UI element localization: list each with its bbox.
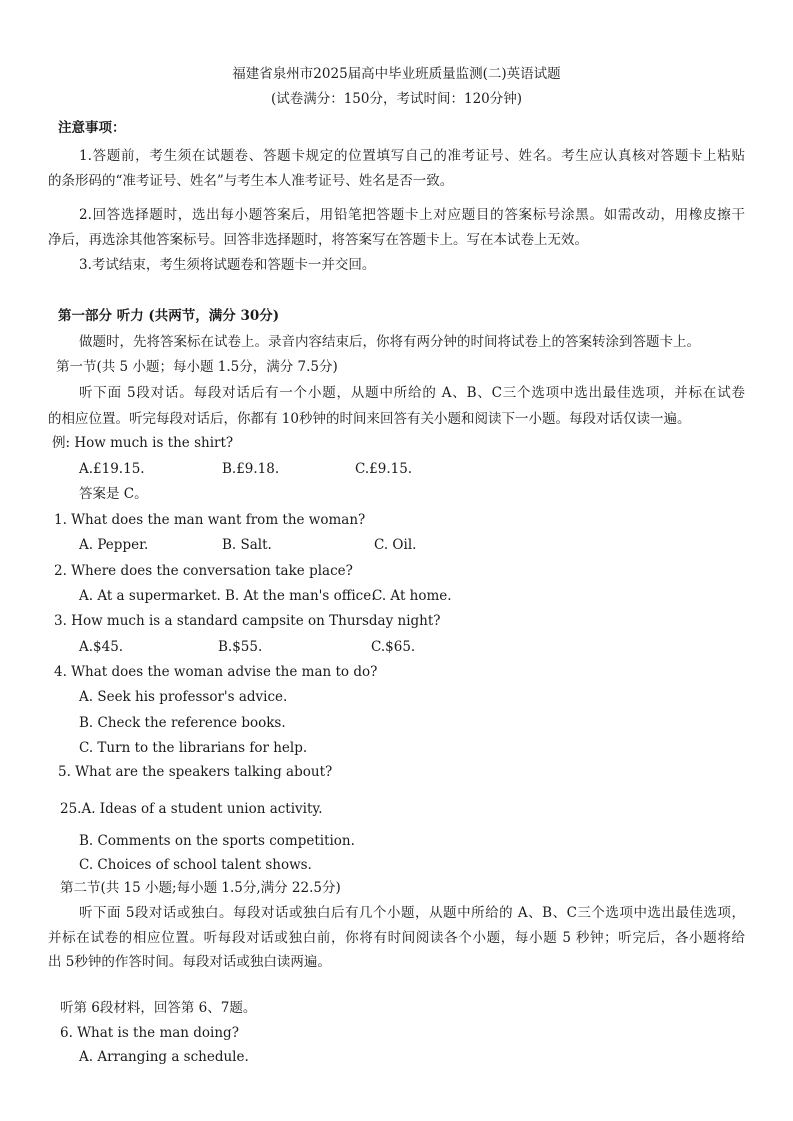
notice-heading: 注意事项： xyxy=(58,120,126,136)
example-question: 例: How much is the shirt? xyxy=(52,435,234,451)
q4-option-b: B. Check the reference books. xyxy=(79,715,286,731)
section2-instr-line3: 出 5秒钟的作答时间。每段对话或独白读两遍。 xyxy=(48,954,331,970)
q5-option-b: B. Comments on the sports competition. xyxy=(79,833,355,849)
notice-p2-line1: 2.回答选择题时，选出每小题答案后，用铅笔把答题卡上对应题目的答案标号涂黑。如需改动，用橡皮擦干 xyxy=(79,207,745,223)
q5-option-c: C. Choices of school talent shows. xyxy=(79,857,312,873)
section1-heading: 第一节(共 5 小题；每小题 1.5分，满分 7.5分) xyxy=(56,359,338,375)
q5-option-a: 25.A. Ideas of a student union activity. xyxy=(60,801,323,817)
q3-option-c: C.$65. xyxy=(371,639,416,655)
q1-option-b: B. Salt. xyxy=(222,537,272,553)
notice-p2-line2: 净后，再选涂其他答案标号。回答非选择题时，将答案写在答题卡上。写在本试卷上无效。 xyxy=(48,232,588,248)
example-answer: 答案是 C。 xyxy=(79,486,148,502)
material6-intro: 听第 6段材料，回答第 6、7题。 xyxy=(60,1000,257,1016)
q2-option-a: A. At a supermarket. xyxy=(79,588,221,604)
q3-option-b: B.$55. xyxy=(218,639,263,655)
q4-question: 4. What does the woman advise the man to do? xyxy=(54,664,378,680)
example-option-b: B.£9.18. xyxy=(222,461,280,477)
q5-question: 5. What are the speakers talking about? xyxy=(58,764,333,780)
q1-option-a: A. Pepper. xyxy=(79,537,149,553)
notice-p1-line2: 的条形码的“准考证号、姓名”与考生本人准考证号、姓名是否一致。 xyxy=(48,173,454,189)
part1-intro: 做题时，先将答案标在试卷上。录音内容结束后，你将有两分钟的时间将试卷上的答案转涂到答题卡上。 xyxy=(79,334,700,350)
notice-p3: 3.考试结束，考生须将试题卷和答题卡一并交回。 xyxy=(79,257,376,273)
q4-option-a: A. Seek his professor's advice. xyxy=(79,689,288,705)
section2-instr-line2: 并标在试卷的相应位置。听每段对话或独白前，你将有时间阅读各个小题，每小题 5 秒钟；听完后，各小题将给 xyxy=(48,930,745,946)
q2-option-b: B. At the man's office. xyxy=(225,588,376,604)
section2-heading: 第二节(共 15 小题;每小题 1.5分,满分 22.5分) xyxy=(60,880,341,896)
q6-question: 6. What is the man doing? xyxy=(60,1025,239,1041)
exam-subtitle: (试卷满分：150分，考试时间：120分钟) xyxy=(270,91,523,107)
example-option-a: A.£19.15. xyxy=(79,461,145,477)
part1-heading: 第一部分 听力 (共两节，满分 30分) xyxy=(58,308,280,324)
q2-question: 2. Where does the conversation take place? xyxy=(54,563,353,579)
q6-option-a: A. Arranging a schedule. xyxy=(79,1049,249,1065)
section2-instr-line1: 听下面 5段对话或独白。每段对话或独白后有几个小题，从题中所给的 A、B、C三个选项中选出最佳选项， xyxy=(79,905,745,921)
example-option-c: C.£9.15. xyxy=(355,461,413,477)
q1-question: 1. What does the man want from the woman? xyxy=(54,512,366,528)
notice-p1-line1: 1.答题前，考生须在试题卷、答题卡规定的位置填写自己的准考证号、姓名。考生应认真核对答题卡上粘贴 xyxy=(79,148,745,164)
q2-option-c: C. At home. xyxy=(372,588,452,604)
q3-option-a: A.$45. xyxy=(79,639,124,655)
exam-title: 福建省泉州市2025届高中毕业班质量监测(二)英语试题 xyxy=(232,66,561,82)
q3-question: 3. How much is a standard campsite on Thursday night? xyxy=(54,613,441,629)
section1-instr-line2: 的相应位置。听完每段对话后，你都有 10秒钟的时间来回答有关小题和阅读下一小题。每段对话仅读一遍。 xyxy=(48,411,691,427)
q4-option-c: C. Turn to the librarians for help. xyxy=(79,740,308,756)
section1-instr-line1: 听下面 5段对话。每段对话后有一个小题，从题中所给的 A、B、C三个选项中选出最佳选项，并标在试卷 xyxy=(79,385,745,401)
q1-option-c: C. Oil. xyxy=(374,537,417,553)
